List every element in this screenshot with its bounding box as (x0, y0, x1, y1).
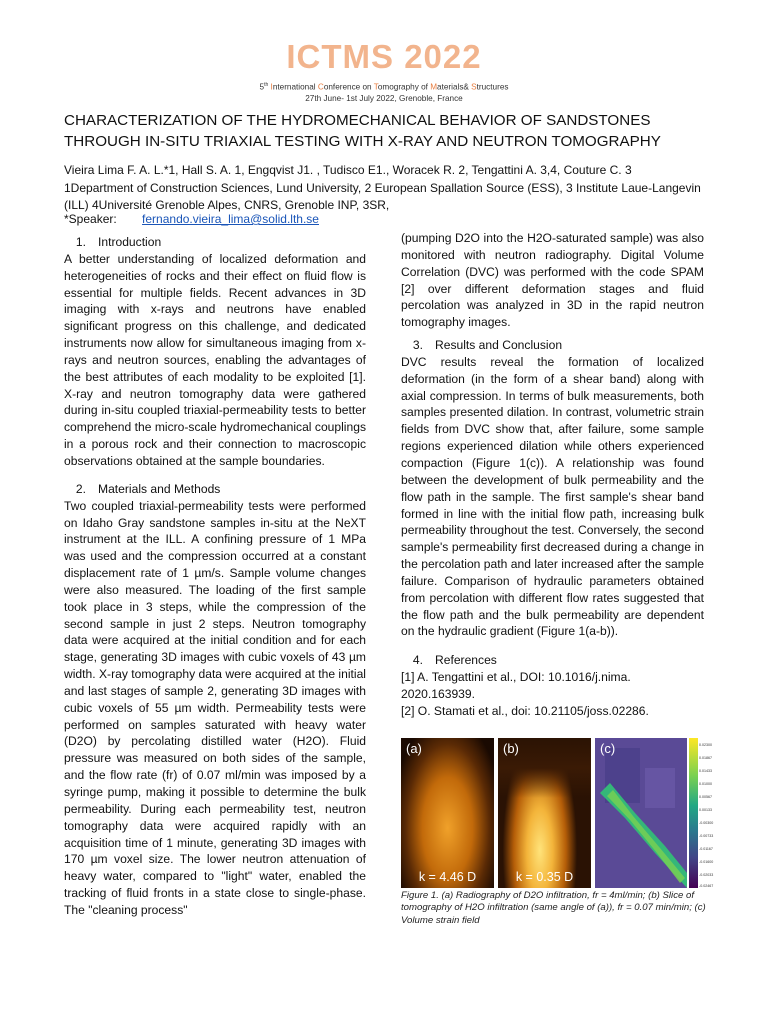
reference-item: [2] O. Stamati et al., doi: 10.21105/joss.02286. (401, 703, 649, 718)
results-text: DVC results reveal the formation of localized deformation (in the form of a shear band) along with axial compression. In terms of bulk measurements, both samples presented dilation. In contrast, volumetric strain fields from DVC show that, after failure, some sample regions experienced dilation while others experienced compaction (Figure 1(c)). A relationship was found between the development of bulk permeability and the flow path in the sample. The first sample's shear band formed in line with the initial flow path, increasing bulk permeability throughout the test. Conversely, the second sample's permeability first decreased during a change in the percolation path and later increased after the sample failure. Comparison of hydraulic parameters obtained from percolation with different flow rates suggested that the flow path and the bulk permeability are dependent on the hydraulic gradient (Figure 1(a-b)). (401, 354, 704, 639)
methods-continuation-text: (pumping D2O into the H2O-saturated sample) was also monitored with neutron radiography. Digital Volume Correlation (DVC) was performed with the code SPAM [2] over different deformation stages and fluid percolation was analyzed in 3D in the rapid neutron tomography images. (401, 231, 704, 330)
panel-label: (b) (503, 741, 519, 756)
permeability-label: k = 0.35 D (515, 870, 574, 884)
colorbar-tick: -0.01167 (699, 847, 713, 851)
colorbar-tick: 0.01000 (699, 782, 712, 786)
figure-caption: Figure 1. (a) Radiography of D2O infiltration, fr = 4ml/min; (b) Slice of tomography of H2O infiltration (same angle of (a)), fr = 0.07 min/min; (c) Volume strain field (401, 890, 706, 926)
colorbar-ticks (699, 738, 714, 888)
right-column (401, 230, 704, 720)
panel-label: (c) (600, 741, 616, 756)
permeability-label: k = 4.46 D (418, 870, 477, 884)
colorbar-tick: -0.01600 (699, 860, 714, 864)
section-heading-methods: 2. Materials and Methods (75, 481, 221, 496)
colorbar-tick: 0.01433 (699, 769, 712, 773)
section-heading-references: 4. References (412, 653, 497, 668)
colorbar-tick: 0.00567 (699, 795, 712, 799)
colorbar-tick: -0.02033 (699, 873, 714, 877)
reference-item: [1] A. Tengattini et al., DOI: 10.1016/j.nima. 2020.163939. (401, 670, 631, 701)
figure-panel-c-image (595, 738, 687, 888)
speaker-line (64, 212, 464, 226)
colorbar-tick: 0.00133 (699, 808, 712, 812)
conference-logo: ICTMS 2022 (286, 38, 482, 75)
author-list: Vieira Lima F. A. L.*1, Hall S. A. 1, Engqvist J1. , Tudisco E1., Woracek R. 2, Tengattini A. 3,4, Couture C. 3 (64, 163, 632, 177)
strain-field-patch (645, 768, 675, 808)
colorbar-tick: -0.02467 (699, 884, 714, 888)
conference-name: 5th International Conference on Tomography of Materials& Structures (259, 82, 509, 92)
methods-text: Two coupled triaxial-permeability tests were performed on Idaho Gray sandstone samples in-situ at the NeXT instrument at the ILL. A confining pressure of 1 MPa was used and the compression occurred at a constant displacement rate of 1 µm/s. Sample volume changes were also measured. The loading of the first sample took place in 3 steps, while the compression of the second sample in just 2 steps. Neutron tomography data were acquired at the initial condition and for each stage, generating 3D images with cubic voxels of 43 µm width. X-ray tomography data were acquired at the initial and last stages of sample 2, generating 3D images with cubic voxels of 55 µm width. Permeability tests were performed on samples saturated with heavy water (D2O) by percolating distilled water (H2O). Fluid pressure was measured on both sides of the sample, and the flow rate (fr) of 0.07 ml/min was imposed by a syringe pump, making it possible to determine the bulk permeability. During each permeability test, neutron tomography data were acquired rapidly with an acquisition time of 1 minute, generating 3D images with 170 µm voxel size. The lower neutron attenuation of heavy water, compared to "light" water, enabled the tracking of fluid fronts in a state close to single-phase. The "cleaning process" (64, 498, 366, 917)
figure-panel-b-image (498, 738, 591, 888)
introduction-text: A better understanding of localized deformation and heterogeneities of rocks and their effect on fluid flow is essential for multiple fields. Recent advances in 3D imaging with x-rays and neutrons have enabled significant progress on this challenge, and dedicated instruments now allow for simultaneous imaging from x-rays and neutron sources, enabling the advantages of the best attributes of each modality to be exploited [1]. X-ray and neutron tomography data were gathered during in-situ coupled triaxial-permeability tests to better comprehend the micro-scale hydromechanical couplings in a porous rock and their connection to macroscopic observations obtained at the sample boundaries. (64, 251, 366, 468)
paper-title: CHARACTERIZATION OF THE HYDROMECHANICAL BEHAVIOR OF SANDSTONES THROUGH IN-SITU TRIAXIAL TESTING WITH X-RAY AND NEUTRON TOMOGRAPHY (64, 112, 661, 150)
conference-date: 27th June- 1st July 2022, Grenoble, France (305, 94, 463, 103)
strain-field-plot (595, 738, 687, 888)
section-heading-introduction: 1. Introduction (75, 235, 162, 249)
colorbar-tick: 0.01867 (699, 756, 712, 760)
affiliations: 1Department of Construction Sciences, Lund University, 2 European Spallation Source (ESS), 3 Institute Laue-Langevin (ILL) 4Université Grenoble Alpes, CNRS, Grenoble INP, 3SR, (64, 181, 701, 212)
left-column (64, 234, 366, 919)
section-heading-results: 3. Results and Conclusion (412, 338, 563, 353)
speaker-label: *Speaker: (64, 212, 117, 226)
figure-panel-a-image (401, 738, 494, 888)
colorbar-tick: -0.00733 (699, 834, 714, 838)
colorbar-tick: 0.02300 (699, 743, 712, 747)
speaker-email-link[interactable]: fernando.vieira_lima@solid.lth.se (142, 212, 319, 226)
figure-1 (401, 738, 714, 888)
colorbar-tick: -0.00300 (699, 821, 714, 825)
colorbar (689, 738, 698, 888)
panel-label: (a) (406, 741, 422, 756)
